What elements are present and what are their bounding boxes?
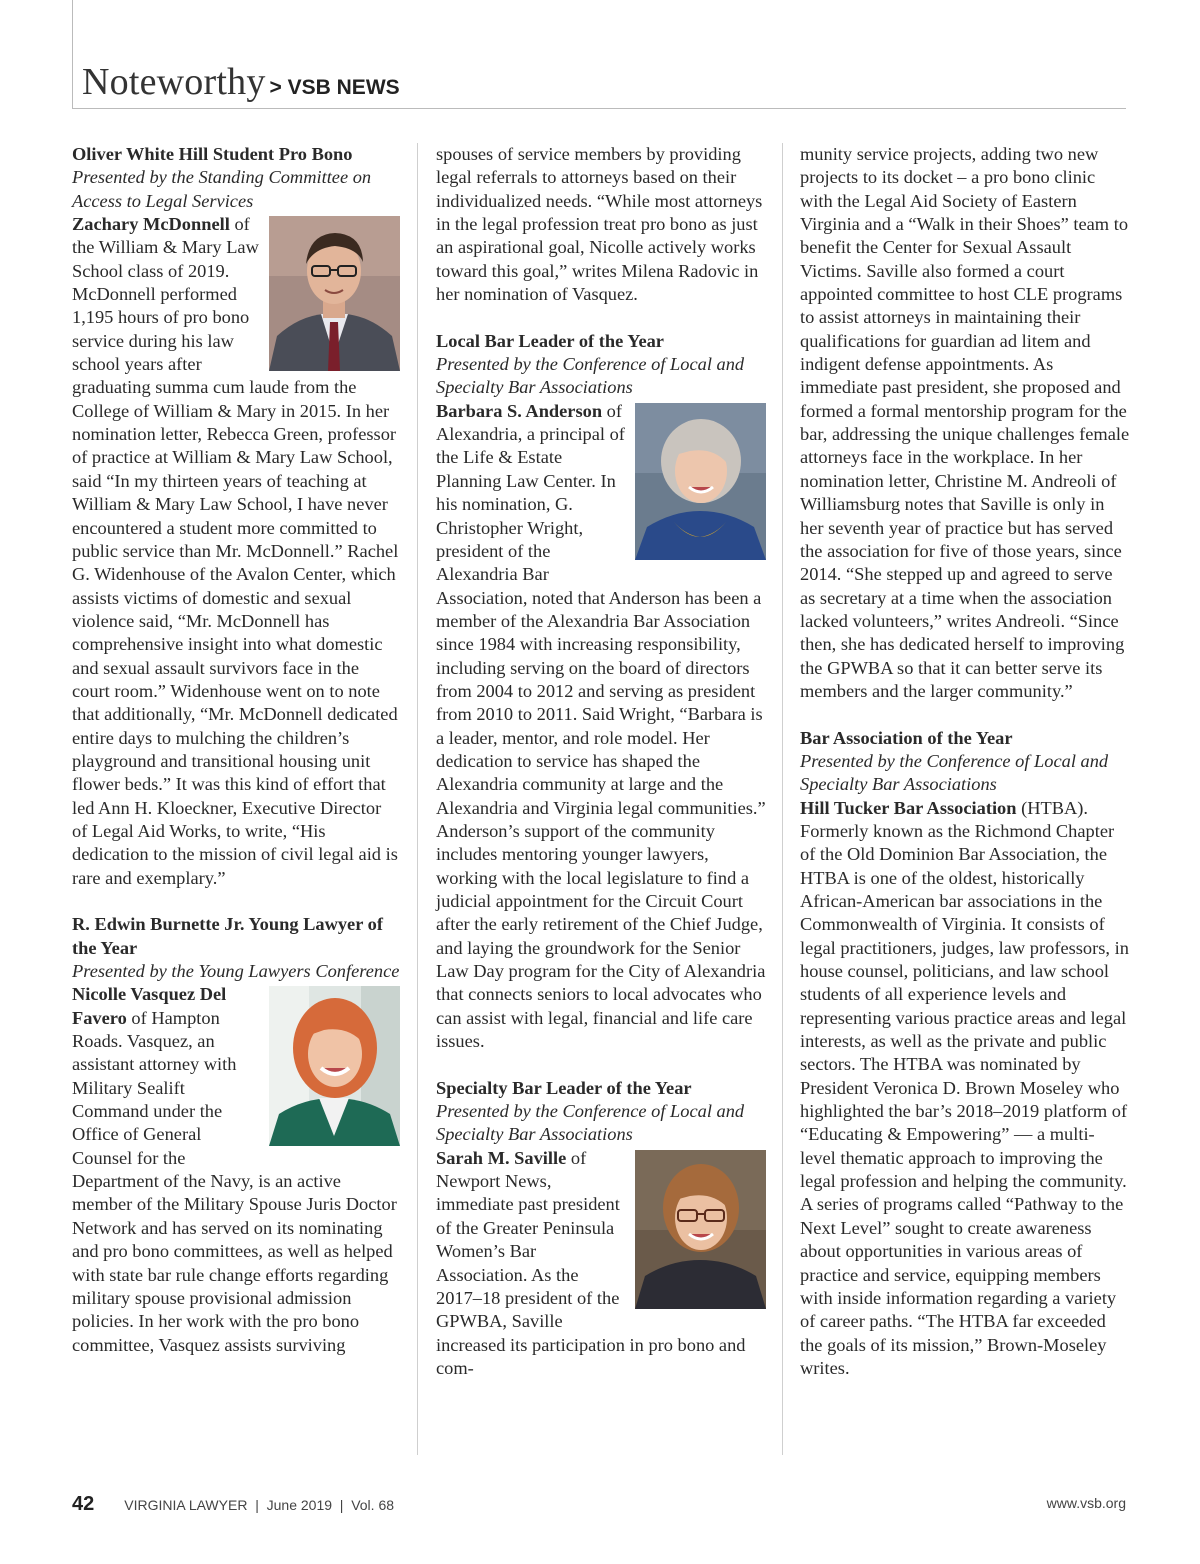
- honoree-name: Zachary McDonnell: [72, 214, 230, 235]
- award-title: Local Bar Leader of the Year: [436, 330, 664, 351]
- honoree-name: Sarah M. Saville: [436, 1147, 567, 1168]
- honoree-name: Barbara S. Anderson: [436, 400, 603, 421]
- footer-website[interactable]: www.vsb.org: [1046, 1495, 1126, 1511]
- column-1: [72, 143, 400, 1357]
- footer-left: [72, 1493, 394, 1516]
- honoree-name: Hill Tucker Bar Association: [800, 797, 1017, 818]
- award-presenter: Presented by the Young Lawyers Conference: [72, 961, 400, 982]
- column-2: [436, 143, 766, 1380]
- award-body-continued: spouses of service members by providing legal referrals to attorneys based on their individualized needs. “While most attorneys in the legal profession treat pro bono as just an aspirational goal, Nicolle actively works toward this goal,” writes Milena Radovic in her nomination of Vasquez.: [436, 144, 763, 305]
- award-body-text: of Hampton Roads. Vasquez, an assistant attorney with Military Sealift Command under the Office of General Counsel for the Department of the Navy, is an active member of the Military Spouse Juris Doctor Network and has served on its nominating and pro bono committees, as well as helped with state bar rule change efforts regarding military spouse provisional admission policies. In her work with the pro bono committee, Vasquez assists surviving: [72, 1007, 397, 1355]
- header-horizontal-rule: [72, 108, 1126, 109]
- award-body-continued: munity service projects, adding two new projects to its docket – a pro bono clinic with the Legal Aid Society of Eastern Virginia and a “Walk in their Shoes” team to benefit the Center for Sexual Assault Victims. Saville also formed a court appointed committee to host CLE programs to assist attorneys in maintaining their qualifications for guardian ad litem and indigent defense appointments. As immediate past president, she proposed and formed a formal mentorship program for the bar, addressing the unique challenges female attorneys face in the workplace. In her nomination letter, Christine M. Andreoli of Williamsburg notes that Saville is only in her seventh year of practice but has served the association for five of those years, since 2014. “She stepped up and agreed to serve as secretary at a time when the association lacked volunteers,” writes Andreoli. “Since then, she has dedicated herself to improving the GPWBA so that it can better serve its members and the larger community.”: [800, 144, 1130, 701]
- section-header: [82, 60, 400, 104]
- award-body: [800, 797, 1130, 1381]
- honoree-name: Nicolle Vasquez Del Favero: [72, 984, 227, 1028]
- header-vertical-rule: [72, 0, 73, 108]
- column-3: [800, 143, 1130, 1380]
- award-body-text: of Newport News, immediate past president of the Greater Peninsula Women’s Bar Association. As the 2017–18 president of the GPWBA, Saville increased its participation in pro bono and com-: [436, 1147, 746, 1378]
- section-title: Noteworthy: [82, 61, 266, 103]
- column-divider: [782, 143, 783, 1455]
- column-divider: [417, 143, 418, 1455]
- page-number: 42: [72, 1493, 95, 1515]
- award-title: R. Edwin Burnette Jr. Young Lawyer of the Year: [72, 914, 383, 958]
- honoree-photo-mcdonnell: [269, 216, 400, 371]
- award-body-text: of Alexandria, a principal of the Life & Estate Planning Law Center. In his nomination, G. Christopher Wright, president of the Alexandria Bar Association, noted that Anderson has been a member of the Alexandria Bar Association since 1984 with increasing responsibility, including serving on the board of directors from 2004 to 2012 and serving as president from 2010 to 2011. Said Wright, “Barbara is a leader, mentor, and role model. Her dedication to service has shaped the Alexandria community at large and the Alexandria and Virginia legal communities.” Anderson’s support of the community includes mentoring younger lawyers, working with the local legislature to find a judicial appointment for the Circuit Court after the early retirement of the Chief Judge, and laying the groundwork for the Senior Law Day program for the City of Alexandria that connects seniors to local advocates who can assist with legal, financial and life care issues.: [436, 400, 766, 1052]
- publication-info: VIRGINIA LAWYER | June 2019 | Vol. 68: [124, 1497, 395, 1513]
- award-body-text: (HTBA). Formerly known as the Richmond Chapter of the Old Dominion Bar Association, the HTBA is one of the oldest, historically African-American bar associations in the Commonwealth of Virginia. It consists of legal practitioners, judges, law professors, in house counsel, politicians, and law school students of all experience levels and representing various practice areas and legal interests, as well as the private and public sectors. The HTBA was nominated by President Veronica D. Brown Moseley who highlighted the bar’s 2018–2019 platform of “Educating & Empowering” — a multi-level thematic approach to improving the legal profession and helping the community. A series of programs called “Pathway to the Next Level” sought to create awareness about opportunities in various areas of practice and service, equipping members with inside information regarding a variety of career paths. “The HTBA far exceeded the goals of its mission,” Brown-Moseley writes.: [800, 797, 1129, 1378]
- award-title: Bar Association of the Year: [800, 727, 1013, 748]
- award-presenter: Presented by the Conference of Local and Specialty Bar Associations: [436, 354, 745, 398]
- award-title: Oliver White Hill Student Pro Bono: [72, 144, 353, 164]
- award-presenter: Presented by the Conference of Local and Specialty Bar Associations: [800, 750, 1109, 795]
- award-presenter: Presented by the Conference of Local and Specialty Bar Associations: [436, 1101, 745, 1145]
- award-title: Specialty Bar Leader of the Year: [436, 1077, 692, 1098]
- honoree-photo-vasquez: [269, 986, 400, 1146]
- honoree-photo-anderson: [635, 403, 766, 560]
- award-presenter: Presented by the Standing Committee on Access to Legal Services: [72, 167, 372, 211]
- section-subtitle: > VSB NEWS: [269, 76, 400, 99]
- honoree-photo-saville: [635, 1150, 766, 1309]
- award-body-text: of the William & Mary Law School class of 2019. McDonnell performed 1,195 hours of pro bono service during his law school years after graduating summa cum laude from the College of William & Mary in 2015. In her nomination letter, Rebecca Green, professor of practice at William & Mary Law School, said “In my thirteen years of teaching at William & Mary Law School, I have never encountered a student more committed to public service than Mr. McDonnell.” Rachel G. Widenhouse of the Avalon Center, which assists victims of domestic and sexual violence said, “Mr. McDonnell has comprehensive insight into what domestic and sexual assault survivors face in the court room.” Widenhouse went on to note that additionally, “Mr. McDonnell dedicated entire days to mulching the children’s playground and transitional housing unit flower beds.” It was this kind of effort that led Ann H. Kloeckner, Executive Director of Legal Aid Works, to write, “His dedication to the mission of civil legal aid is rare and exemplary.”: [72, 214, 399, 888]
